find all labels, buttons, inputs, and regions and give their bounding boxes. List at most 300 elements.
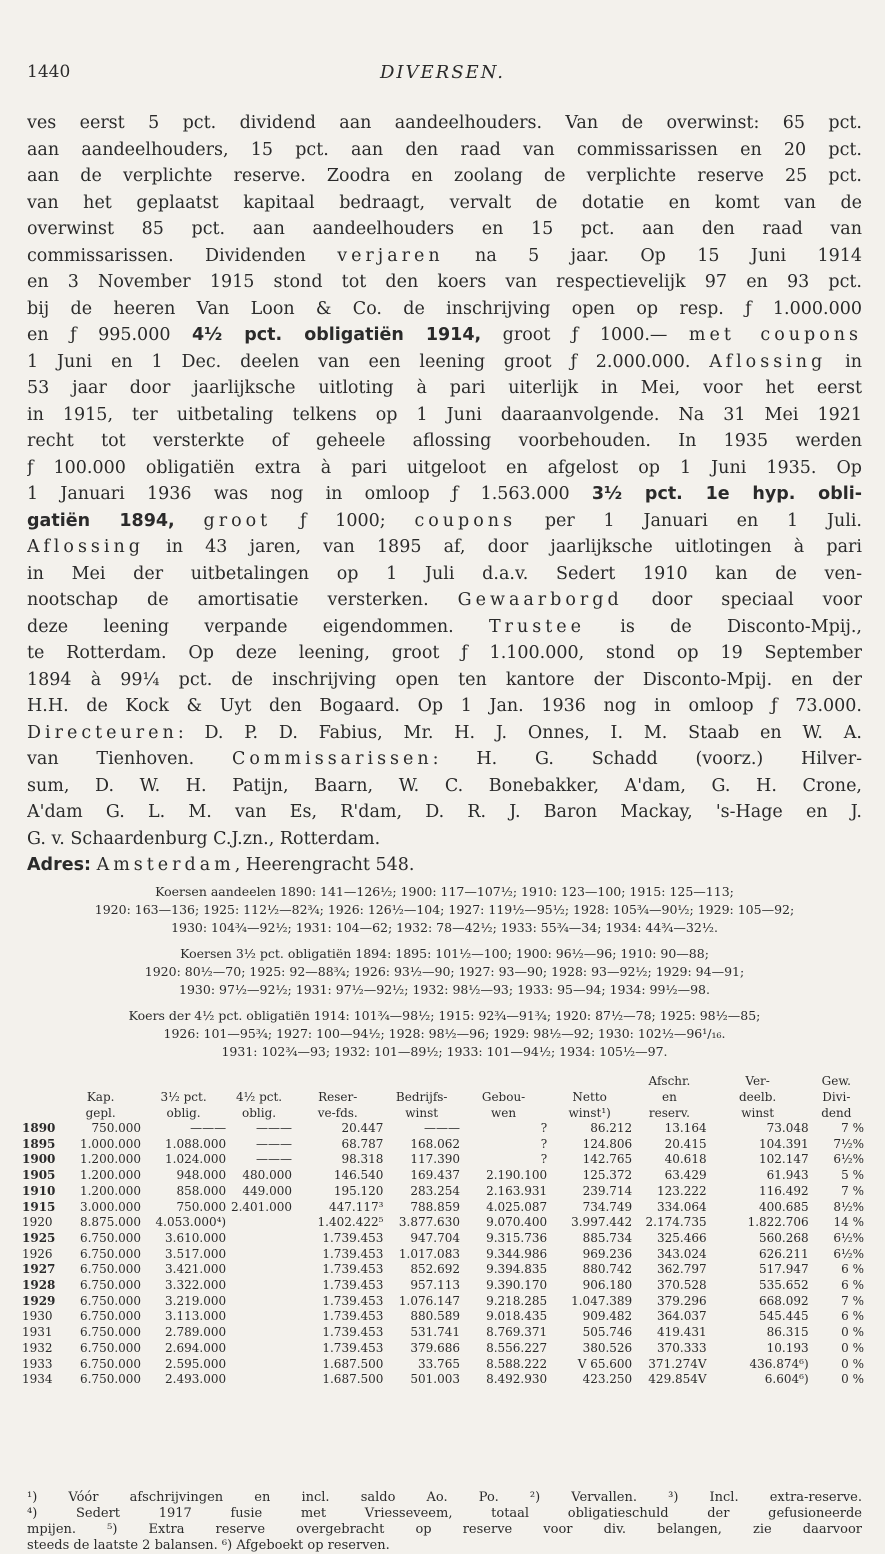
text-span: : D. P. D. Fabius, Mr. H. J. Onnes, I. M. Staab en W. A. (177, 722, 862, 743)
table-cell: 364.037 (656, 1309, 707, 1324)
text-span: groot ƒ 1000.— (481, 325, 689, 345)
spaced-term: met coupons (688, 325, 862, 345)
table-cell: 1.000.000 (79, 1136, 142, 1151)
header-cell: winst (741, 1106, 775, 1120)
header-cell: deelb. (739, 1090, 777, 1104)
table-cell: 1.047.389 (571, 1293, 633, 1308)
table-cell: 906.180 (582, 1278, 633, 1293)
table-cell: 1.076.147 (398, 1293, 460, 1308)
table-cell: 6.750.000 (79, 1262, 142, 1277)
table-row (22, 1200, 864, 1216)
table-cell: 1.687.500 (322, 1356, 384, 1371)
table-cell: 6½% (833, 1246, 864, 1261)
table-cell: 283.254 (410, 1183, 460, 1198)
text-span: in (826, 351, 862, 372)
table-cell (226, 1341, 292, 1357)
quotation-line: 1926: 101—95¾; 1927: 100—94½; 1928: 98½—96; 1929: 98½—92; 1930: 102½—96¹/₁₆. (163, 1026, 726, 1041)
table-cell: 7 % (841, 1183, 864, 1198)
header-cell: Reser- (318, 1090, 358, 1104)
table-cell: 1.200.000 (79, 1152, 142, 1167)
text-line (27, 508, 862, 535)
table-cell: 10.193 (766, 1340, 809, 1355)
bond-heading: 3½ pct. 1e hyp. obli- (591, 484, 862, 504)
table-cell: 68.787 (341, 1136, 384, 1151)
table-cell: 8.492.930 (486, 1372, 548, 1387)
table-cell: 6.750.000 (79, 1356, 142, 1371)
text-span: ƒ 1000; (271, 510, 415, 531)
table-cell: 969.236 (582, 1246, 633, 1261)
table-cell: 20.415 (664, 1136, 707, 1151)
table-row (22, 1137, 864, 1153)
text-span: nootschap de amortisatie versterken. (27, 590, 458, 610)
table-cell: 1.739.453 (322, 1262, 384, 1277)
table-row (22, 1262, 864, 1278)
address-label: Adres: (27, 855, 91, 875)
table-cell: 0 % (841, 1356, 864, 1371)
table-cell: 9.344.986 (486, 1246, 548, 1261)
header-cell: wen (491, 1106, 517, 1120)
table-cell: 1.024.000 (165, 1152, 227, 1167)
spacer (22, 999, 867, 1007)
table-cell (226, 1231, 292, 1247)
header-cell (226, 1073, 292, 1089)
year-cell: 1933 (22, 1356, 53, 1371)
year-cell: 1927 (22, 1262, 56, 1277)
bond-heading: gatiën 1894, (27, 510, 175, 531)
header-cell (292, 1073, 383, 1089)
table-cell: 750.000 (176, 1199, 227, 1214)
text-line: H.H. de Kock & Uyt den Bogaard. Op 1 Jan. 1936 nog in omloop ƒ 73.000. (27, 696, 862, 716)
text-span: commissarissen. Dividenden (27, 245, 338, 266)
spaced-term: Trustee (488, 616, 585, 637)
table-cell: 325.466 (656, 1230, 707, 1245)
table-cell: 429.854V (648, 1372, 707, 1387)
text-span: 1 Juni en 1 Dec. deelen van een leening groot ƒ 2.000.000. (27, 351, 710, 372)
table-cell: 63.429 (664, 1168, 707, 1183)
year-cell: 1920 (22, 1215, 53, 1230)
text-line (27, 720, 862, 747)
table-cell: 168.062 (410, 1136, 460, 1151)
table-cell: 852.692 (410, 1262, 460, 1277)
text-line (27, 746, 862, 773)
table-cell: 146.540 (333, 1168, 384, 1183)
year-cell: 1910 (22, 1183, 56, 1198)
page-number: 1440 (27, 62, 71, 82)
table-row (22, 1357, 864, 1373)
spaced-term: Directeuren (27, 722, 178, 743)
text-line: G. v. Schaardenburg C.J.zn., Rotterdam. (27, 828, 381, 849)
table-cell: 379.686 (410, 1340, 460, 1355)
quotation-line: 1930: 104¾—92½; 1931: 104—62; 1932: 78—42½; 1933: 55¾—34; 1934: 44¾—32½. (171, 920, 718, 935)
table-cell: 626.211 (759, 1246, 809, 1261)
table-row (22, 1215, 864, 1231)
text-line: recht tot versterkte of geheele aflossing voorbehouden. In 1935 werden (27, 431, 862, 451)
header-cell: gepl. (85, 1106, 116, 1120)
table-cell: 9.394.835 (486, 1262, 548, 1277)
table-cell: 6 % (841, 1309, 864, 1324)
table-cell: 8.769.371 (486, 1325, 548, 1340)
table-header-row (22, 1105, 864, 1121)
header-cell (141, 1073, 226, 1089)
table-cell: 1.739.453 (322, 1246, 384, 1261)
year-cell: 1928 (22, 1278, 56, 1293)
table-row (22, 1278, 864, 1294)
year-cell: 1915 (22, 1199, 56, 1214)
spaced-term: Amsterdam (96, 855, 235, 875)
running-head: DIVERSEN. (379, 62, 506, 83)
table-cell (226, 1294, 292, 1310)
footnotes (27, 1490, 862, 1554)
text-line: overwinst 85 pct. aan aandeelhouders en 15 pct. aan den raad van (27, 219, 862, 239)
table-header-row (22, 1073, 864, 1089)
table-cell: 7 % (841, 1293, 864, 1308)
text-span: en ƒ 995.000 (27, 325, 192, 345)
table-cell: 1.687.500 (322, 1372, 384, 1387)
table-cell: 0 % (841, 1325, 864, 1340)
table-cell (226, 1262, 292, 1278)
table-cell: 668.092 (759, 1293, 809, 1308)
table-cell (226, 1247, 292, 1263)
table-cell: 3.000.000 (79, 1199, 142, 1214)
text-line (27, 322, 862, 349)
table-cell: 885.734 (582, 1230, 633, 1245)
table-cell: 6.750.000 (79, 1246, 142, 1261)
footnote-line: ¹) Vóór afschrijvingen en incl. saldo Ao. Po. ²) Vervallen. ³) Incl. extra-reserve. (27, 1490, 862, 1505)
table-cell: 2.190.100 (486, 1168, 548, 1183)
footnote-line: mpijen. ⁵) Extra reserve overgebracht op reserve voor div. belangen, zie daarvoor (27, 1522, 862, 1537)
text-line: ƒ 100.000 obligatiën extra à pari uitgeloot en afgelost op 1 Juni 1935. Op (27, 457, 862, 478)
table-cell: ——— (190, 1121, 227, 1135)
table-row (22, 1168, 864, 1184)
table-cell: 4.025.087 (486, 1199, 548, 1214)
table-cell: 6.750.000 (79, 1325, 142, 1340)
table-cell: 169.437 (410, 1168, 460, 1183)
table-cell: 909.482 (582, 1309, 633, 1324)
table-cell: 116.492 (759, 1183, 809, 1198)
table-cell: 9.070.400 (486, 1215, 548, 1230)
table-cell: 6.750.000 (79, 1278, 142, 1293)
table-cell: 370.528 (656, 1278, 707, 1293)
header-cell: en (661, 1090, 677, 1104)
year-cell: 1926 (22, 1246, 53, 1261)
header-cell (460, 1073, 547, 1089)
header-cell: Bedrijfs- (395, 1090, 448, 1104)
text-line: in 1915, ter uitbetaling telkens op 1 Juni daaraanvolgende. Na 31 Mei 1921 (27, 404, 862, 425)
table-cell: 545.445 (759, 1309, 809, 1324)
price-quotations (22, 883, 867, 1061)
table-cell: 13.164 (664, 1121, 707, 1135)
table-cell: 447.117³ (329, 1199, 384, 1214)
header-cell: Gebou- (481, 1090, 526, 1104)
table-cell (226, 1372, 292, 1388)
table-cell: 362.797 (656, 1262, 707, 1277)
table-cell: 957.113 (410, 1278, 460, 1293)
table-cell: 7½% (833, 1136, 864, 1151)
table-cell: 14 % (833, 1215, 864, 1230)
table-cell: 2.401.000 (230, 1199, 293, 1214)
spaced-term: Aflossing (27, 537, 144, 557)
table-cell: 3.997.442 (571, 1215, 633, 1230)
table-cell: 6.750.000 (79, 1340, 142, 1355)
quotation-line: 1930: 97½—92½; 1931: 97½—92½; 1932: 98½—93; 1933: 95—94; 1934: 99½—98. (179, 982, 710, 997)
table-cell: 3.421.000 (165, 1262, 227, 1277)
footnote-line: steeds de laatste 2 balansen. ⁶) Afgeboekt op reserven. (27, 1538, 390, 1553)
table-cell: 2.174.735 (645, 1215, 707, 1230)
table-cell: 98.318 (341, 1152, 384, 1167)
spaced-term: Gewaarborgd (457, 590, 623, 610)
year-cell: 1930 (22, 1309, 53, 1324)
table-cell: ——— (423, 1121, 460, 1135)
table-cell: 125.372 (582, 1168, 633, 1183)
table-row (22, 1309, 864, 1325)
quotation-line: Koersen aandeelen 1890: 141—126½; 1900: 117—107½; 1910: 123—100; 1915: 125—113; (155, 884, 734, 899)
spaced-term: groot (203, 510, 272, 531)
table-row (22, 1325, 864, 1341)
text-line: aan aandeelhouders, 15 pct. aan den raad van commissarissen en 20 pct. (27, 139, 862, 160)
bond-heading: 4½ pct. obligatiën 1914, (191, 325, 482, 345)
table-cell: 1.200.000 (79, 1183, 142, 1198)
table-cell: ? (540, 1152, 548, 1167)
year-cell: 1929 (22, 1293, 56, 1308)
text-span: in 43 jaren, van 1895 af, door jaarlijksche uitlotingen à pari (143, 537, 862, 557)
table-cell: 880.589 (410, 1309, 460, 1324)
table-cell: 1.017.083 (398, 1246, 460, 1261)
table-cell: 1.739.453 (322, 1230, 384, 1245)
text-line (27, 534, 862, 561)
table-cell: 880.742 (582, 1262, 633, 1277)
company-description (27, 110, 862, 879)
table-cell: 9.018.435 (486, 1309, 548, 1324)
text-line: van het geplaatst kapitaal bedraagt, vervalt de dotatie en komt van de (27, 192, 862, 213)
table-header-row (22, 1089, 864, 1105)
table-cell: 1.739.453 (322, 1340, 384, 1355)
quotation-line: Koers der 4½ pct. obligatiën 1914: 101¾—98½; 1915: 92¾—91¾; 1920: 87½—78; 1925: 98½—85; (128, 1008, 761, 1023)
table-cell: 2.493.000 (165, 1372, 227, 1387)
table-cell: 8.556.227 (486, 1340, 548, 1355)
table-cell (226, 1278, 292, 1294)
financial-table (22, 1073, 864, 1388)
text-line: in Mei der uitbetalingen op 1 Juli d.a.v. Sedert 1910 kan de ven- (27, 563, 862, 584)
header-cell (60, 1073, 141, 1089)
spaced-term: verjaren (337, 245, 444, 266)
table-cell: 2.595.000 (165, 1356, 227, 1371)
table-cell: 3.113.000 (165, 1309, 227, 1324)
year-cell: 1932 (22, 1340, 53, 1355)
header-cell: winst (405, 1106, 439, 1120)
table-cell: 124.806 (582, 1136, 633, 1151)
text-line (27, 481, 862, 508)
text-span: na 5 jaar. Op 15 Juni 1914 (443, 245, 862, 266)
table-cell: 501.003 (410, 1372, 460, 1387)
table-cell: 334.064 (656, 1199, 707, 1214)
table-cell: 3.610.000 (165, 1230, 227, 1245)
table-cell: 948.000 (176, 1168, 227, 1183)
table-cell: 86.212 (590, 1121, 633, 1135)
table-cell: 117.390 (410, 1152, 460, 1167)
spacer (22, 937, 867, 945)
text-line (27, 614, 862, 641)
table-cell: 400.685 (759, 1199, 809, 1214)
table-cell: 3.877.630 (398, 1215, 460, 1230)
table-cell: 6.750.000 (79, 1293, 142, 1308)
table-cell: 9.390.170 (486, 1278, 548, 1293)
quotation-line: 1920: 163—136; 1925: 112½—82¾; 1926: 126½—104; 1927: 119½—95½; 1928: 105¾—90½; 1929: 105—92; (94, 902, 795, 917)
quotation-line: Koersen 3½ pct. obligatiën 1894: 1895: 101½—100; 1900: 96½—96; 1910: 90—88; (180, 946, 709, 961)
table-row (22, 1184, 864, 1200)
table-cell: 6.750.000 (79, 1230, 142, 1245)
table-cell: 449.000 (242, 1183, 293, 1198)
table-cell: 6.750.000 (79, 1309, 142, 1324)
year-cell: 1934 (22, 1372, 53, 1387)
table-cell: 419.431 (656, 1325, 707, 1340)
table-cell: 6.750.000 (79, 1372, 142, 1387)
header-cell: 3½ pct. (160, 1090, 207, 1104)
text-span: van Tienhoven. (27, 749, 232, 769)
table-cell: 86.315 (766, 1325, 809, 1340)
text-line: 1894 à 99¼ pct. de inschrijving open ten kantore der Disconto-Mpij. en der (27, 669, 862, 690)
table-cell: 1.739.453 (322, 1309, 384, 1324)
table-cell: 61.943 (766, 1168, 809, 1183)
text-span: deze leening verpande eigendommen. (27, 616, 489, 637)
table-cell: 6½% (833, 1152, 864, 1167)
table-cell: 7 % (841, 1121, 864, 1135)
year-cell: 1931 (22, 1325, 53, 1340)
table-cell: 5 % (841, 1168, 864, 1183)
table-row (22, 1152, 864, 1168)
table-cell: 343.024 (656, 1246, 707, 1261)
table-cell: 517.947 (759, 1262, 809, 1277)
table-cell: 142.765 (582, 1152, 633, 1167)
quotation-line: 1931: 102¾—93; 1932: 101—89½; 1933: 101—94½; 1934: 105½—97. (221, 1044, 668, 1059)
footnote-line: ⁴) Sedert 1917 fusie met Vriesseveem, totaal obligatieschuld der gefusioneerde (27, 1506, 862, 1521)
header-cell (547, 1073, 632, 1089)
table-cell: 436.874⁶) (749, 1356, 809, 1371)
table-cell: 947.704 (410, 1230, 460, 1245)
header-cell: reserv. (648, 1106, 690, 1120)
table-cell: 8.875.000 (79, 1215, 142, 1230)
text-line: te Rotterdam. Op deze leening, groot ƒ 1.100.000, stond op 19 September (27, 643, 862, 663)
table-cell: 1.088.000 (165, 1136, 227, 1151)
header-cell: Ver- (745, 1074, 770, 1088)
table-cell: 20.447 (341, 1121, 384, 1135)
table-cell: 3.517.000 (165, 1246, 227, 1261)
header-cell: oblig. (242, 1106, 277, 1120)
table-cell: 531.741 (410, 1325, 460, 1340)
table-row (22, 1247, 864, 1263)
table-cell: 3.219.000 (165, 1293, 227, 1308)
spaced-term: coupons (414, 510, 517, 531)
table-cell: 9.315.736 (486, 1230, 548, 1245)
table-cell: ——— (256, 1152, 293, 1167)
text-line: sum, D. W. H. Patijn, Baarn, W. C. Bonebakker, A'dam, G. H. Crone, (27, 775, 862, 796)
table-cell (226, 1357, 292, 1373)
address-line (27, 852, 862, 879)
table-cell: 505.746 (582, 1325, 633, 1340)
table-cell: 6.604⁶) (764, 1372, 809, 1387)
table-cell: 239.714 (582, 1183, 633, 1198)
table-cell: 2.789.000 (165, 1325, 227, 1340)
table-cell: ——— (256, 1121, 293, 1135)
table-cell: 380.526 (582, 1340, 633, 1355)
header-cell: Divi- (822, 1090, 851, 1104)
header-cell: dend (821, 1106, 852, 1120)
table-cell: 123.222 (656, 1183, 707, 1198)
table-cell: 2.694.000 (165, 1340, 227, 1355)
table-cell: 1.739.453 (322, 1278, 384, 1293)
table-cell: 73.048 (766, 1121, 809, 1135)
table-cell: 535.652 (759, 1278, 809, 1293)
text-line: en 3 November 1915 stond tot den koers van respectievelijk 97 en 93 pct. (27, 272, 862, 292)
table-cell: 6½% (833, 1230, 864, 1245)
header-cell: ve-fds. (317, 1106, 358, 1120)
table-cell: ——— (256, 1136, 293, 1151)
header-cell: Netto (572, 1090, 607, 1104)
table-body (22, 1073, 864, 1388)
table-cell: 2.163.931 (486, 1183, 548, 1198)
table-cell: ? (540, 1136, 548, 1151)
text-line (27, 587, 862, 614)
table-cell: 1.200.000 (79, 1168, 142, 1183)
text-span: : H. G. Schadd (voorz.) Hilver- (432, 749, 862, 769)
table-cell: 0 % (841, 1372, 864, 1387)
table-cell (226, 1309, 292, 1325)
page-header (27, 62, 858, 86)
table-cell: 195.120 (333, 1183, 384, 1198)
text-span: 1 Januari 1936 was nog in omloop ƒ 1.563.000 (27, 484, 592, 504)
year-cell: 1900 (22, 1152, 56, 1167)
text-line (27, 349, 862, 376)
table-cell: 104.391 (759, 1136, 809, 1151)
table-cell: 480.000 (242, 1168, 293, 1183)
table-cell: 0 % (841, 1340, 864, 1355)
table-row (22, 1231, 864, 1247)
table-cell: 1.739.453 (322, 1325, 384, 1340)
table-cell: 40.618 (664, 1152, 707, 1167)
table-cell: 6 % (841, 1278, 864, 1293)
text-line: ves eerst 5 pct. dividend aan aandeelhouders. Van de overwinst: 65 pct. (27, 113, 862, 133)
table-cell: 1.402.422⁵ (317, 1215, 384, 1230)
header-cell (22, 1105, 60, 1121)
header-cell: Afschr. (648, 1074, 691, 1088)
table-row (22, 1341, 864, 1357)
table-cell: 371.274V (648, 1356, 707, 1371)
table-cell (226, 1325, 292, 1341)
table-cell: ? (540, 1121, 548, 1135)
table-cell: 8½% (833, 1199, 864, 1214)
year-cell: 1925 (22, 1230, 56, 1245)
table-cell: 750.000 (91, 1121, 142, 1135)
table-row (22, 1121, 864, 1137)
table-cell: 734.749 (582, 1199, 633, 1214)
table-cell: 560.268 (759, 1230, 809, 1245)
header-cell: Kap. (86, 1090, 115, 1104)
text-span (175, 511, 204, 531)
table-cell: 102.147 (759, 1152, 809, 1167)
header-cell: 4½ pct. (236, 1090, 283, 1104)
spaced-term: Commissarissen (232, 749, 433, 769)
table-cell: 788.859 (410, 1199, 460, 1214)
text-span: is de Disconto-Mpij., (585, 616, 862, 637)
quotation-line: 1920: 80½—70; 1925: 92—88¾; 1926: 93½—90; 1927: 93—90; 1928: 93—92½; 1929: 94—91; (144, 964, 745, 979)
header-cell (383, 1073, 460, 1089)
table-cell: 858.000 (176, 1183, 227, 1198)
table-cell: 33.765 (417, 1356, 460, 1371)
table-cell: V 65.600 (577, 1356, 633, 1371)
table-cell: 6 % (841, 1262, 864, 1277)
table-cell: 370.333 (656, 1340, 707, 1355)
text-line: 53 jaar door jaarlijksche uitloting à pari uiterlijk in Mei, voor het eerst (27, 378, 862, 398)
header-cell (22, 1073, 60, 1089)
